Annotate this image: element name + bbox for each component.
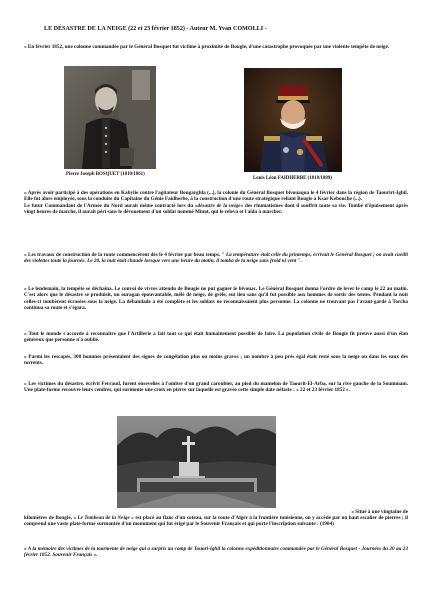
- paragraph-faidherbe-italic: désastre de la neige»: [197, 202, 244, 209]
- intro-paragraph: « En février 1852, une colonne commandée par le Général Bosquet fut victime à proximité de Bougie, d'une catastrophe provoquée par une violente tempête de neige.: [24, 44, 390, 50]
- paragraph-inscription: [24, 546, 408, 559]
- portrait-bosquet: [64, 66, 156, 169]
- inscription-text: « A la mémoire des victimes de la tourmente de neige qui a surpris au camp de Touari-Ighil la colonne expéditionnaire commandée par le Général Bosquet - Journées du 20 au 23 février 1852. Souvenir Français ».: [24, 546, 408, 559]
- paragraph-situe-end: est placé au flanc d'un coteau, sur la route d'Alger à la frontière tunisienne, on y accède par un haut escalier de pierres ; il comprend une vaste plate-forme surmontée d'un monument qui fut érigé par le Souvenir Français et qui porte l'inscription suivante : (1904): [24, 515, 408, 528]
- paragraph-construction: [24, 252, 408, 265]
- paragraph-faidherbe-end: des rhumatismes dont il souffrit toute sa vie. Tombé d'épuisement après vingt heures de marche, il aurait péri sans le dévouement d'un soldat nommé Minot, qui le releva et l'aida à marcher.: [24, 202, 408, 216]
- paragraph-construction-start: « Les travaux de construction de la route commencèrent dès le 4 février par beau temps. ": [24, 252, 225, 258]
- paragraph-situe: [24, 515, 408, 528]
- paragraph-construction-quote: La température était celle du printemps, écrivait le Général Bosquet ; on avait cueilli des violettes toute la journée. Le 20, la nuit était chaude lorsque vers une heure du matin, il tomba de la neige sans froid ni vent ".: [24, 252, 408, 265]
- paragraph-bivouac: [24, 190, 408, 216]
- paragraph-victimes: « Les victimes du désastre, écrivit Ferraud, furent ensevelies à l'ombre d'un grand caroubier, au pied du mamelon de Taourit-El-Arba, sur la rive gauche de la Soummam. Une plate-forme recouvre leurs cendres, qui surmonte une croix en pierre sur laquelle est gravée cette simple date néfaste : « 22 et 23 février 1852 ».: [24, 381, 408, 394]
- paragraph-artillerie: « Tout le monde s'accorde à reconnaître que l'Artillerie a fait tout ce qui était humainement possible de faire. La population civile de Bougie fit preuve aussi d'un élan généreux que personne n'a oublié.: [24, 331, 408, 344]
- caption-bosquet: Pierre Joseph BOSQUET (1810/1861): [66, 172, 145, 177]
- page-title: LE DÉSASTRE DE LA NEIGE (22 et 23 février 1852) - Auteur M. Yvan COMOLLI -: [44, 26, 267, 32]
- paragraph-tempete: « Le lendemain, la tempête se déchaîna. Le convoi de vivres attendu de Bougie ne put gagner le bivouac. Le Général Bosquet donna l'ordre de lever le camp le 22 au matin. C'est alors que le désastre se produisit, un ouragan épouvantable, mêlé de neige, de grêle, eut lieu sans qu'il fut possible aux hommes de sortir des tentes. Pendant la nuit celles-ci tombèrent écrasées sous la neige. La débandade a été complète et les soldats ne reconnaissaient plus personne. La colonne ne trouvant pas l'avant-garde à Torcha continua sa route et s'égara.: [24, 286, 408, 312]
- paragraph-bivouac-text: « Après avoir participé à des opérations en Kabylie contre l'agitateur Bougarghla (...), la colonie du Général Bosquet bivouaqua le 4 février dans la région de Taourirt-Ighil. Elle fut alors employée, sous la conduite du Capitaine du Génie Faidherbe, à la construction d'une route stratégique reliant Bougie à Ksar Kebouche (...).: [24, 190, 408, 203]
- paragraph-situe-intro: « Situé à une vingtaine de: [351, 509, 408, 515]
- paragraph-situe-italic: Le Tombeau de la Neige »: [76, 515, 134, 521]
- photo-tombeau-de-la-neige: [117, 416, 276, 508]
- paragraph-rescapes: « Parmi les rescapés, 300 hommes présentaient des signes de congélation plus ou moins graves ; un nombre à peu près égal était resté sous la neige ou dans les eaux des torrents.: [24, 354, 408, 367]
- paragraph-faidherbe-start: Le futur Commandant de l'Armée du Nord aurait même contracté lors du «: [24, 202, 198, 209]
- caption-faidherbe: Louis Léon FAIDHERBE (1818/1889): [253, 176, 332, 181]
- portrait-faidherbe: [244, 68, 342, 172]
- paragraph-situe-start: kilomètres de Bougie, «: [24, 515, 76, 521]
